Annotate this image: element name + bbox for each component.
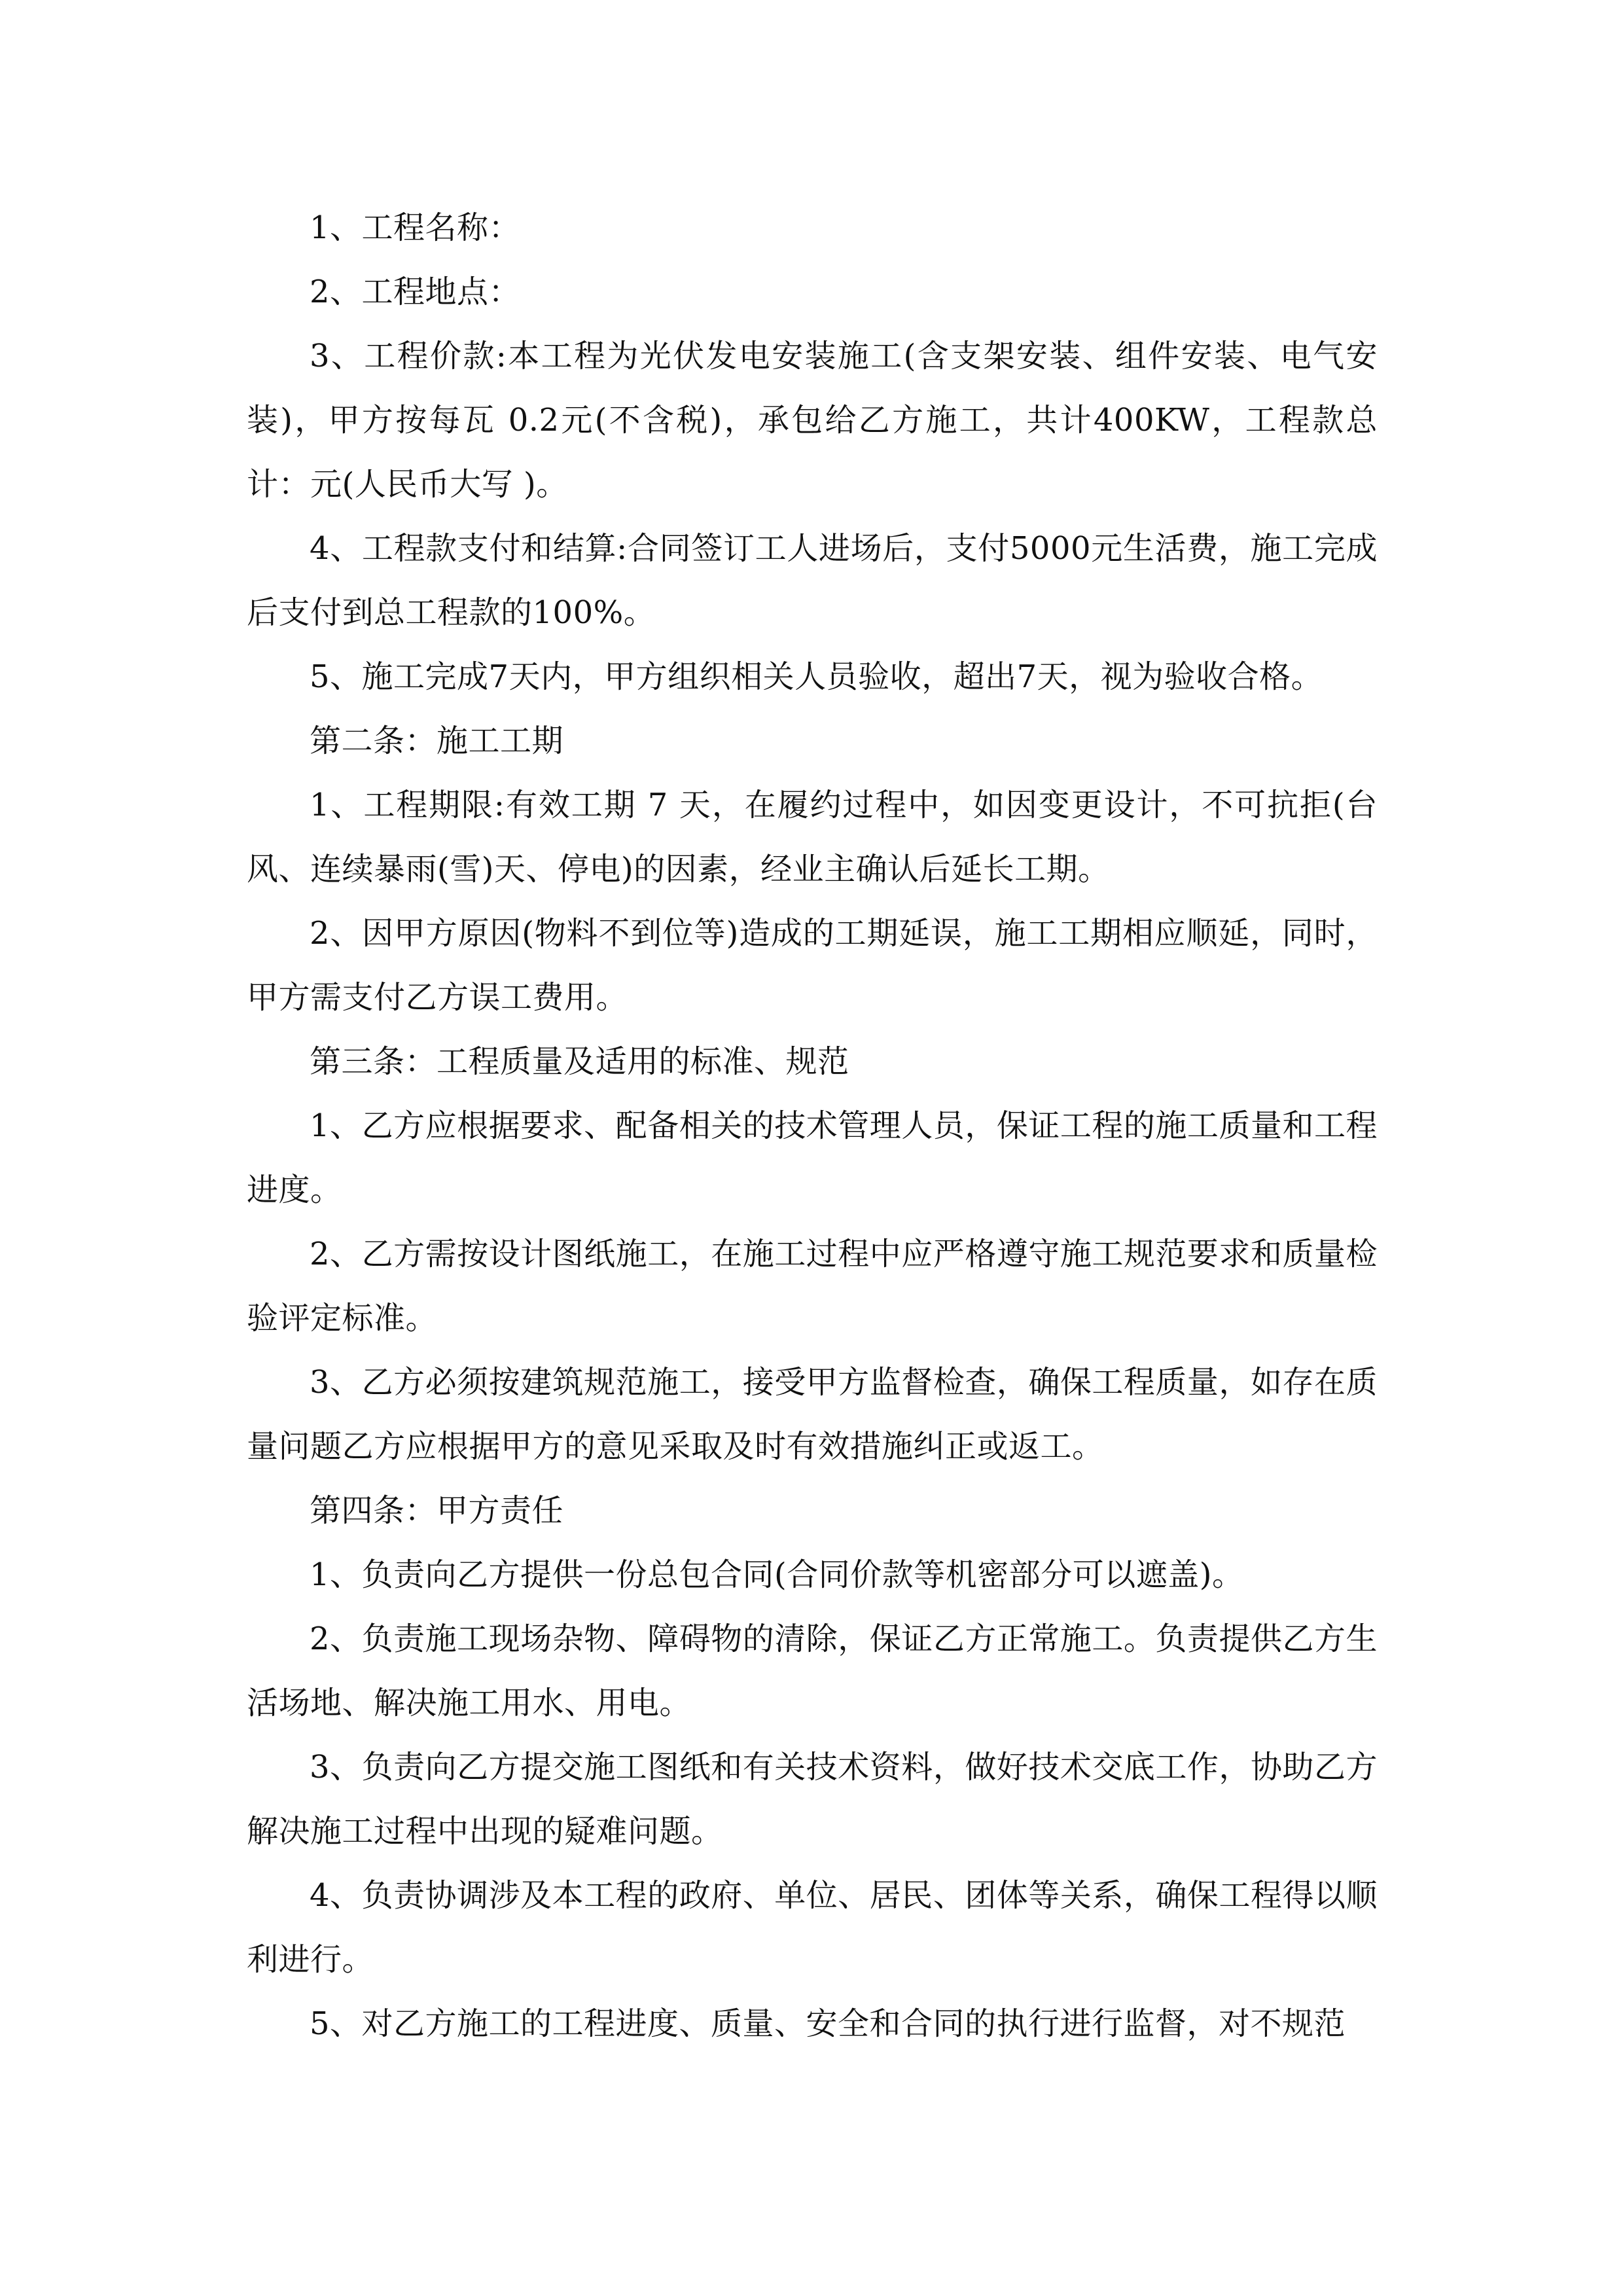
clause-coordination: 4、负责协调涉及本工程的政府、单位、居民、团体等关系，确保工程得以顺利进行。 [247,1877,1378,1978]
clause-drawings-technical: 3、负责向乙方提交施工图纸和有关技术资料，做好技术交底工作，协助乙方解决施工过程中出现的疑难问题。 [247,1749,1378,1850]
clause-follow-drawings: 2、乙方需按设计图纸施工，在施工过程中应严格遵守施工规范要求和质量检验评定标准。 [247,1236,1378,1336]
section-heading-article-3: 第三条：工程质量及适用的标准、规范 [310,1043,849,1080]
clause-payment-settlement: 4、工程款支付和结算:合同签订工人进场后，支付5000元生活费，施工完成后支付到总工程款的100%。 [247,530,1378,631]
clause-quality-staffing: 1、乙方应根据要求、配备相关的技术管理人员，保证工程的施工质量和工程进度。 [247,1107,1378,1208]
clause-building-standards: 3、乙方必须按建筑规范施工，接受甲方监督检查，确保工程质量，如存在质量问题乙方应根据甲方的意见采取及时有效措施纠正或返工。 [247,1364,1378,1465]
clause-project-price: 3、工程价款:本工程为光伏发电安装施工(含支架安装、组件安装、电气安装)，甲方按每瓦 0.2元(不含税)，承包给乙方施工，共计400KW，工程款总计：元(人民币大写 )。 [247,338,1378,503]
clause-project-name: 1、工程名称： [310,209,521,246]
section-heading-article-4: 第四条：甲方责任 [310,1492,564,1529]
clause-provide-contract: 1、负责向乙方提供一份总包合同(合同价款等机密部分可以遮盖)。 [310,1556,1244,1593]
section-heading-article-2: 第二条：施工工期 [310,723,564,759]
clause-project-location: 2、工程地点： [310,274,521,310]
clause-site-clearing: 2、负责施工现场杂物、障碍物的清除，保证乙方正常施工。负责提供乙方生活场地、解决施工用水、用电。 [247,1621,1378,1721]
clause-construction-period: 1、工程期限:有效工期 7 天，在履约过程中，如因变更设计，不可抗拒(台风、连续暴雨(雪)天、停电)的因素，经业主确认后延长工期。 [247,787,1378,888]
clause-delay-party-a: 2、因甲方原因(物料不到位等)造成的工期延误，施工工期相应顺延，同时，甲方需支付乙方误工费用。 [247,915,1378,1016]
contract-body [247,196,1378,2056]
clause-supervision: 5、对乙方施工的工程进度、质量、安全和合同的执行进行监督，对不规范 [310,2005,1346,2042]
clause-acceptance: 5、施工完成7天内，甲方组织相关人员验收，超出7天，视为验收合格。 [310,658,1323,695]
